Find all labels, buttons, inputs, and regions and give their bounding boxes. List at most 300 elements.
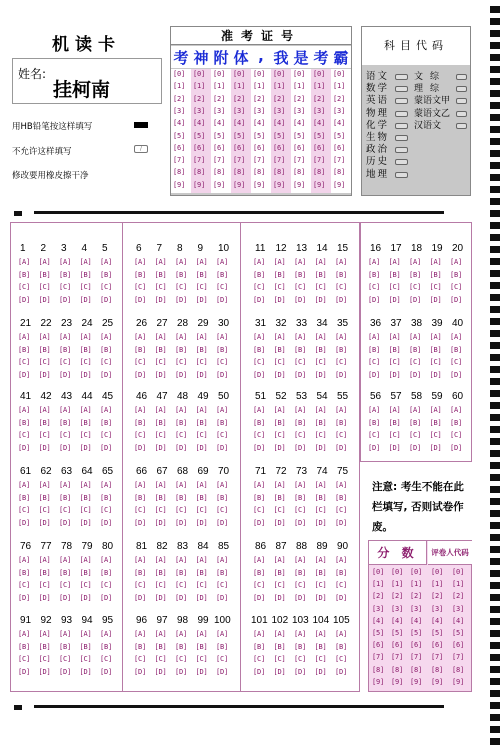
admission-digit-bubble[interactable]: [4] bbox=[213, 119, 226, 128]
answer-bubble-33-D[interactable]: [D] bbox=[294, 370, 307, 379]
answer-bubble-42-C[interactable]: [C] bbox=[38, 431, 51, 440]
answer-bubble-45-A[interactable]: [A] bbox=[100, 406, 113, 414]
admission-digit-bubble[interactable]: [7] bbox=[273, 156, 286, 165]
answer-bubble-63-C[interactable]: [C] bbox=[59, 506, 72, 515]
answer-bubble-40-C[interactable]: [C] bbox=[450, 358, 463, 367]
answer-bubble-71-B[interactable]: [B] bbox=[253, 493, 266, 502]
answer-bubble-88-A[interactable]: [A] bbox=[294, 556, 307, 564]
answer-bubble-50-D[interactable]: [D] bbox=[216, 443, 229, 452]
answer-bubble-3-A[interactable]: [A] bbox=[59, 258, 72, 266]
admission-digit-bubble[interactable]: [9] bbox=[173, 180, 186, 189]
answer-bubble-36-C[interactable]: [C] bbox=[368, 358, 381, 367]
score-digit-bubble[interactable]: [4] bbox=[391, 616, 404, 625]
answer-bubble-32-A[interactable]: [A] bbox=[273, 333, 286, 341]
answer-bubble-61-A[interactable]: [A] bbox=[18, 481, 31, 489]
answer-bubble-46-D[interactable]: [D] bbox=[134, 443, 147, 452]
answer-bubble-30-C[interactable]: [C] bbox=[216, 358, 229, 367]
answer-bubble-35-A[interactable]: [A] bbox=[335, 333, 348, 341]
answer-bubble-51-D[interactable]: [D] bbox=[253, 443, 266, 452]
answer-bubble-70-D[interactable]: [D] bbox=[216, 518, 229, 527]
answer-bubble-103-A[interactable]: [A] bbox=[294, 630, 307, 638]
admission-digit-bubble[interactable]: [5] bbox=[253, 131, 266, 140]
answer-bubble-81-B[interactable]: [B] bbox=[134, 568, 147, 577]
answer-bubble-4-B[interactable]: [B] bbox=[79, 270, 92, 279]
admission-digit-bubble[interactable]: [1] bbox=[233, 82, 246, 91]
admission-digit-bubble[interactable]: [6] bbox=[213, 143, 226, 152]
answer-bubble-49-A[interactable]: [A] bbox=[195, 406, 208, 414]
answer-bubble-48-D[interactable]: [D] bbox=[175, 443, 188, 452]
score-digit-bubble[interactable]: [7] bbox=[410, 653, 423, 662]
answer-bubble-88-B[interactable]: [B] bbox=[294, 568, 307, 577]
answer-bubble-65-A[interactable]: [A] bbox=[100, 481, 113, 489]
answer-bubble-49-C[interactable]: [C] bbox=[195, 431, 208, 440]
answer-bubble-99-B[interactable]: [B] bbox=[195, 642, 208, 651]
answer-bubble-11-B[interactable]: [B] bbox=[253, 270, 266, 279]
answer-bubble-96-B[interactable]: [B] bbox=[134, 642, 147, 651]
answer-bubble-96-C[interactable]: [C] bbox=[134, 655, 147, 664]
answer-bubble-18-B[interactable]: [B] bbox=[409, 270, 422, 279]
answer-bubble-24-A[interactable]: [A] bbox=[79, 333, 92, 341]
answer-bubble-49-D[interactable]: [D] bbox=[195, 443, 208, 452]
answer-bubble-53-D[interactable]: [D] bbox=[294, 443, 307, 452]
answer-bubble-37-C[interactable]: [C] bbox=[388, 358, 401, 367]
answer-bubble-54-D[interactable]: [D] bbox=[314, 443, 327, 452]
answer-bubble-29-B[interactable]: [B] bbox=[195, 345, 208, 354]
answer-bubble-1-D[interactable]: [D] bbox=[18, 295, 31, 304]
answer-bubble-5-A[interactable]: [A] bbox=[100, 258, 113, 266]
answer-bubble-57-C[interactable]: [C] bbox=[388, 431, 401, 440]
answer-bubble-41-A[interactable]: [A] bbox=[18, 406, 31, 414]
answer-bubble-10-C[interactable]: [C] bbox=[216, 283, 229, 292]
answer-bubble-11-D[interactable]: [D] bbox=[253, 295, 266, 304]
admission-digit-bubble[interactable]: [8] bbox=[193, 168, 206, 177]
answer-bubble-76-A[interactable]: [A] bbox=[18, 556, 31, 564]
answer-bubble-16-C[interactable]: [C] bbox=[368, 283, 381, 292]
answer-bubble-54-B[interactable]: [B] bbox=[314, 418, 327, 427]
answer-bubble-102-A[interactable]: [A] bbox=[273, 630, 286, 638]
answer-bubble-26-D[interactable]: [D] bbox=[134, 370, 147, 379]
admission-digit-bubble[interactable]: [4] bbox=[273, 119, 286, 128]
answer-bubble-51-A[interactable]: [A] bbox=[253, 406, 266, 414]
answer-bubble-4-C[interactable]: [C] bbox=[79, 283, 92, 292]
answer-bubble-29-A[interactable]: [A] bbox=[195, 333, 208, 341]
answer-bubble-47-C[interactable]: [C] bbox=[154, 431, 167, 440]
answer-bubble-105-B[interactable]: [B] bbox=[335, 642, 348, 651]
answer-bubble-64-B[interactable]: [B] bbox=[79, 493, 92, 502]
answer-bubble-101-D[interactable]: [D] bbox=[253, 667, 266, 676]
answer-bubble-98-B[interactable]: [B] bbox=[175, 642, 188, 651]
answer-bubble-97-B[interactable]: [B] bbox=[154, 642, 167, 651]
answer-bubble-47-A[interactable]: [A] bbox=[154, 406, 167, 414]
score-digit-bubble[interactable]: [6] bbox=[391, 641, 404, 650]
answer-bubble-44-B[interactable]: [B] bbox=[79, 418, 92, 427]
answer-bubble-13-A[interactable]: [A] bbox=[294, 258, 307, 266]
admission-digit-bubble[interactable]: [8] bbox=[253, 168, 266, 177]
answer-bubble-7-C[interactable]: [C] bbox=[154, 283, 167, 292]
answer-bubble-80-C[interactable]: [C] bbox=[100, 581, 113, 590]
answer-bubble-88-C[interactable]: [C] bbox=[294, 581, 307, 590]
answer-bubble-31-C[interactable]: [C] bbox=[253, 358, 266, 367]
answer-bubble-44-D[interactable]: [D] bbox=[79, 443, 92, 452]
admission-digit-bubble[interactable]: [2] bbox=[253, 94, 266, 103]
answer-bubble-15-D[interactable]: [D] bbox=[335, 295, 348, 304]
admission-digit-bubble[interactable]: [7] bbox=[253, 156, 266, 165]
answer-bubble-56-D[interactable]: [D] bbox=[368, 443, 381, 452]
answer-bubble-29-D[interactable]: [D] bbox=[195, 370, 208, 379]
answer-bubble-5-D[interactable]: [D] bbox=[100, 295, 113, 304]
answer-bubble-100-A[interactable]: [A] bbox=[216, 630, 229, 638]
score-digit-bubble[interactable]: [0] bbox=[391, 568, 404, 576]
answer-bubble-56-C[interactable]: [C] bbox=[368, 431, 381, 440]
score-digit-bubble[interactable]: [6] bbox=[431, 641, 444, 650]
answer-bubble-64-A[interactable]: [A] bbox=[79, 481, 92, 489]
admission-digit-bubble[interactable]: [9] bbox=[333, 180, 346, 189]
answer-bubble-37-D[interactable]: [D] bbox=[388, 370, 401, 379]
subject-bubble[interactable] bbox=[456, 123, 467, 129]
admission-digit-bubble[interactable]: [0] bbox=[273, 70, 286, 78]
answer-bubble-28-B[interactable]: [B] bbox=[175, 345, 188, 354]
answer-bubble-42-B[interactable]: [B] bbox=[38, 418, 51, 427]
answer-bubble-13-D[interactable]: [D] bbox=[294, 295, 307, 304]
answer-bubble-15-A[interactable]: [A] bbox=[335, 258, 348, 266]
answer-bubble-81-C[interactable]: [C] bbox=[134, 581, 147, 590]
subject-bubble[interactable] bbox=[456, 98, 467, 104]
admission-digit-bubble[interactable]: [0] bbox=[253, 70, 266, 78]
answer-bubble-5-B[interactable]: [B] bbox=[100, 270, 113, 279]
answer-bubble-73-A[interactable]: [A] bbox=[294, 481, 307, 489]
answer-bubble-80-A[interactable]: [A] bbox=[100, 556, 113, 564]
score-digit-bubble[interactable]: [7] bbox=[372, 653, 385, 662]
answer-bubble-11-A[interactable]: [A] bbox=[253, 258, 266, 266]
answer-bubble-15-C[interactable]: [C] bbox=[335, 283, 348, 292]
answer-bubble-95-B[interactable]: [B] bbox=[100, 642, 113, 651]
answer-bubble-72-C[interactable]: [C] bbox=[273, 506, 286, 515]
subject-bubble[interactable] bbox=[395, 98, 408, 104]
admission-digit-bubble[interactable]: [2] bbox=[273, 94, 286, 103]
admission-digit-bubble[interactable]: [6] bbox=[173, 143, 186, 152]
admission-digit-bubble[interactable]: [4] bbox=[333, 119, 346, 128]
admission-digit-bubble[interactable]: [9] bbox=[233, 180, 246, 189]
answer-bubble-42-A[interactable]: [A] bbox=[38, 406, 51, 414]
answer-bubble-36-D[interactable]: [D] bbox=[368, 370, 381, 379]
answer-bubble-62-B[interactable]: [B] bbox=[38, 493, 51, 502]
admission-digit-bubble[interactable]: [2] bbox=[233, 94, 246, 103]
answer-bubble-89-B[interactable]: [B] bbox=[314, 568, 327, 577]
answer-bubble-68-C[interactable]: [C] bbox=[175, 506, 188, 515]
answer-bubble-101-A[interactable]: [A] bbox=[253, 630, 266, 638]
score-digit-bubble[interactable]: [4] bbox=[372, 616, 385, 625]
answer-bubble-73-C[interactable]: [C] bbox=[294, 506, 307, 515]
answer-bubble-50-C[interactable]: [C] bbox=[216, 431, 229, 440]
answer-bubble-74-C[interactable]: [C] bbox=[314, 506, 327, 515]
answer-bubble-10-D[interactable]: [D] bbox=[216, 295, 229, 304]
answer-bubble-31-D[interactable]: [D] bbox=[253, 370, 266, 379]
answer-bubble-44-C[interactable]: [C] bbox=[79, 431, 92, 440]
answer-bubble-90-C[interactable]: [C] bbox=[335, 581, 348, 590]
answer-bubble-85-C[interactable]: [C] bbox=[216, 581, 229, 590]
admission-digit-bubble[interactable]: [4] bbox=[193, 119, 206, 128]
admission-digit-bubble[interactable]: [6] bbox=[313, 143, 326, 152]
answer-bubble-74-B[interactable]: [B] bbox=[314, 493, 327, 502]
answer-bubble-105-C[interactable]: [C] bbox=[335, 655, 348, 664]
answer-bubble-22-D[interactable]: [D] bbox=[38, 370, 51, 379]
answer-bubble-72-B[interactable]: [B] bbox=[273, 493, 286, 502]
answer-bubble-17-A[interactable]: [A] bbox=[388, 258, 401, 266]
answer-bubble-38-C[interactable]: [C] bbox=[409, 358, 422, 367]
admission-digit-bubble[interactable]: [0] bbox=[213, 70, 226, 78]
subject-option-right-3[interactable] bbox=[414, 108, 470, 120]
answer-bubble-38-A[interactable]: [A] bbox=[409, 333, 422, 341]
answer-bubble-80-D[interactable]: [D] bbox=[100, 593, 113, 602]
answer-bubble-16-B[interactable]: [B] bbox=[368, 270, 381, 279]
answer-bubble-48-A[interactable]: [A] bbox=[175, 406, 188, 414]
answer-bubble-20-B[interactable]: [B] bbox=[450, 270, 463, 279]
score-digit-bubble[interactable]: [9] bbox=[452, 677, 465, 686]
answer-bubble-30-D[interactable]: [D] bbox=[216, 370, 229, 379]
answer-bubble-66-C[interactable]: [C] bbox=[134, 506, 147, 515]
admission-digit-bubble[interactable]: [5] bbox=[293, 131, 306, 140]
answer-bubble-67-D[interactable]: [D] bbox=[154, 518, 167, 527]
answer-bubble-55-D[interactable]: [D] bbox=[335, 443, 348, 452]
answer-bubble-40-B[interactable]: [B] bbox=[450, 345, 463, 354]
score-digit-bubble[interactable]: [9] bbox=[372, 677, 385, 686]
answer-bubble-25-C[interactable]: [C] bbox=[100, 358, 113, 367]
answer-bubble-94-C[interactable]: [C] bbox=[79, 655, 92, 664]
score-digit-bubble[interactable]: [3] bbox=[391, 604, 404, 613]
subject-bubble[interactable] bbox=[395, 135, 408, 141]
answer-bubble-66-D[interactable]: [D] bbox=[134, 518, 147, 527]
answer-bubble-53-B[interactable]: [B] bbox=[294, 418, 307, 427]
admission-digit-bubble[interactable]: [7] bbox=[333, 156, 346, 165]
score-digit-bubble[interactable]: [4] bbox=[410, 616, 423, 625]
answer-bubble-11-C[interactable]: [C] bbox=[253, 283, 266, 292]
answer-bubble-3-D[interactable]: [D] bbox=[59, 295, 72, 304]
score-bubble-grid[interactable] bbox=[369, 567, 473, 691]
score-digit-bubble[interactable]: [0] bbox=[372, 568, 385, 576]
subject-option-6[interactable] bbox=[366, 144, 414, 156]
admission-digit-bubble[interactable]: [5] bbox=[213, 131, 226, 140]
answer-bubble-47-B[interactable]: [B] bbox=[154, 418, 167, 427]
answer-bubble-29-C[interactable]: [C] bbox=[195, 358, 208, 367]
answer-bubble-93-C[interactable]: [C] bbox=[59, 655, 72, 664]
answer-bubble-18-C[interactable]: [C] bbox=[409, 283, 422, 292]
answer-bubble-48-C[interactable]: [C] bbox=[175, 431, 188, 440]
answer-bubble-76-B[interactable]: [B] bbox=[18, 568, 31, 577]
answer-bubble-58-C[interactable]: [C] bbox=[409, 431, 422, 440]
answer-bubble-94-D[interactable]: [D] bbox=[79, 667, 92, 676]
answer-bubble-69-D[interactable]: [D] bbox=[195, 518, 208, 527]
answer-bubble-94-A[interactable]: [A] bbox=[79, 630, 92, 638]
answer-bubble-14-B[interactable]: [B] bbox=[314, 270, 327, 279]
admission-digit-bubble[interactable]: [7] bbox=[313, 156, 326, 165]
answer-bubble-45-D[interactable]: [D] bbox=[100, 443, 113, 452]
admission-digit-bubble[interactable]: [7] bbox=[193, 156, 206, 165]
answer-bubble-25-D[interactable]: [D] bbox=[100, 370, 113, 379]
answer-bubble-17-D[interactable]: [D] bbox=[388, 295, 401, 304]
answer-bubble-101-C[interactable]: [C] bbox=[253, 655, 266, 664]
answer-bubble-104-C[interactable]: [C] bbox=[314, 655, 327, 664]
answer-bubble-26-C[interactable]: [C] bbox=[134, 358, 147, 367]
admission-digit-bubble[interactable]: [0] bbox=[313, 70, 326, 78]
admission-digit-bubble[interactable]: [3] bbox=[253, 106, 266, 115]
answer-bubble-78-D[interactable]: [D] bbox=[59, 593, 72, 602]
admission-digit-bubble[interactable]: [9] bbox=[253, 180, 266, 189]
admission-digit-bubble[interactable]: [3] bbox=[313, 106, 326, 115]
answer-bubble-1-A[interactable]: [A] bbox=[18, 258, 31, 266]
answer-bubble-104-D[interactable]: [D] bbox=[314, 667, 327, 676]
answer-bubble-74-A[interactable]: [A] bbox=[314, 481, 327, 489]
admission-digit-bubble[interactable]: [6] bbox=[293, 143, 306, 152]
answer-bubble-21-B[interactable]: [B] bbox=[18, 345, 31, 354]
answer-bubble-85-A[interactable]: [A] bbox=[216, 556, 229, 564]
answer-bubble-89-C[interactable]: [C] bbox=[314, 581, 327, 590]
answer-bubble-31-A[interactable]: [A] bbox=[253, 333, 266, 341]
answer-bubble-84-C[interactable]: [C] bbox=[195, 581, 208, 590]
subject-option-2[interactable] bbox=[366, 95, 414, 107]
admission-digit-bubble[interactable]: [5] bbox=[333, 131, 346, 140]
answer-bubble-104-A[interactable]: [A] bbox=[314, 630, 327, 638]
admission-digit-bubble[interactable]: [2] bbox=[193, 94, 206, 103]
score-digit-bubble[interactable]: [3] bbox=[410, 604, 423, 613]
subject-option-5[interactable] bbox=[366, 132, 414, 144]
admission-digit-bubble[interactable]: [2] bbox=[293, 94, 306, 103]
answer-bubble-1-C[interactable]: [C] bbox=[18, 283, 31, 292]
answer-bubble-17-C[interactable]: [C] bbox=[388, 283, 401, 292]
answer-bubble-72-D[interactable]: [D] bbox=[273, 518, 286, 527]
answer-bubble-27-D[interactable]: [D] bbox=[154, 370, 167, 379]
answer-bubble-98-C[interactable]: [C] bbox=[175, 655, 188, 664]
answer-bubble-19-A[interactable]: [A] bbox=[429, 258, 442, 266]
answer-bubble-60-D[interactable]: [D] bbox=[450, 443, 463, 452]
answer-bubble-82-C[interactable]: [C] bbox=[154, 581, 167, 590]
answer-bubble-39-B[interactable]: [B] bbox=[429, 345, 442, 354]
answer-bubble-64-C[interactable]: [C] bbox=[79, 506, 92, 515]
answer-bubble-59-C[interactable]: [C] bbox=[429, 431, 442, 440]
answer-bubble-35-C[interactable]: [C] bbox=[335, 358, 348, 367]
answer-bubble-32-C[interactable]: [C] bbox=[273, 358, 286, 367]
answer-bubble-16-A[interactable]: [A] bbox=[368, 258, 381, 266]
answer-bubble-13-B[interactable]: [B] bbox=[294, 270, 307, 279]
answer-bubble-34-D[interactable]: [D] bbox=[314, 370, 327, 379]
answer-bubble-57-A[interactable]: [A] bbox=[388, 406, 401, 414]
answer-bubble-7-B[interactable]: [B] bbox=[154, 270, 167, 279]
answer-bubble-31-B[interactable]: [B] bbox=[253, 345, 266, 354]
answer-bubble-16-D[interactable]: [D] bbox=[368, 295, 381, 304]
answer-bubble-77-D[interactable]: [D] bbox=[38, 593, 51, 602]
answer-bubble-79-A[interactable]: [A] bbox=[79, 556, 92, 564]
admission-digit-bubble[interactable]: [2] bbox=[333, 94, 346, 103]
score-digit-bubble[interactable]: [7] bbox=[452, 653, 465, 662]
score-digit-bubble[interactable]: [1] bbox=[452, 580, 465, 589]
admission-digit-bubble[interactable]: [0] bbox=[173, 70, 186, 78]
answer-bubble-20-A[interactable]: [A] bbox=[450, 258, 463, 266]
answer-bubble-60-B[interactable]: [B] bbox=[450, 418, 463, 427]
answer-bubble-93-B[interactable]: [B] bbox=[59, 642, 72, 651]
answer-bubble-78-C[interactable]: [C] bbox=[59, 581, 72, 590]
score-digit-bubble[interactable]: [5] bbox=[452, 629, 465, 637]
subject-option-7[interactable] bbox=[366, 156, 414, 168]
subject-bubble[interactable] bbox=[395, 74, 408, 80]
score-digit-bubble[interactable]: [4] bbox=[452, 616, 465, 625]
score-digit-bubble[interactable]: [2] bbox=[372, 592, 385, 601]
score-digit-bubble[interactable]: [5] bbox=[410, 629, 423, 637]
answer-bubble-43-D[interactable]: [D] bbox=[59, 443, 72, 452]
answer-bubble-82-B[interactable]: [B] bbox=[154, 568, 167, 577]
answer-bubble-105-D[interactable]: [D] bbox=[335, 667, 348, 676]
score-digit-bubble[interactable]: [8] bbox=[410, 665, 423, 674]
answer-bubble-104-B[interactable]: [B] bbox=[314, 642, 327, 651]
answer-bubble-70-C[interactable]: [C] bbox=[216, 506, 229, 515]
answer-bubble-45-B[interactable]: [B] bbox=[100, 418, 113, 427]
answer-bubble-102-C[interactable]: [C] bbox=[273, 655, 286, 664]
answer-bubble-81-A[interactable]: [A] bbox=[134, 556, 147, 564]
answer-bubble-99-A[interactable]: [A] bbox=[195, 630, 208, 638]
answer-bubble-62-C[interactable]: [C] bbox=[38, 506, 51, 515]
answer-bubble-81-D[interactable]: [D] bbox=[134, 593, 147, 602]
answer-bubble-57-D[interactable]: [D] bbox=[388, 443, 401, 452]
answer-bubble-80-B[interactable]: [B] bbox=[100, 568, 113, 577]
admission-digit-bubble[interactable]: [1] bbox=[193, 82, 206, 91]
admission-digit-bubble[interactable]: [8] bbox=[233, 168, 246, 177]
answer-bubble-59-B[interactable]: [B] bbox=[429, 418, 442, 427]
answer-bubble-18-D[interactable]: [D] bbox=[409, 295, 422, 304]
answer-bubble-59-D[interactable]: [D] bbox=[429, 443, 442, 452]
subject-bubble[interactable] bbox=[456, 74, 467, 80]
answer-bubble-14-A[interactable]: [A] bbox=[314, 258, 327, 266]
answer-bubble-92-B[interactable]: [B] bbox=[38, 642, 51, 651]
answer-bubble-45-C[interactable]: [C] bbox=[100, 431, 113, 440]
answer-bubble-86-A[interactable]: [A] bbox=[253, 556, 266, 564]
answer-bubble-25-A[interactable]: [A] bbox=[100, 333, 113, 341]
answer-bubble-74-D[interactable]: [D] bbox=[314, 518, 327, 527]
admission-digit-bubble[interactable]: [6] bbox=[193, 143, 206, 152]
score-digit-bubble[interactable]: [8] bbox=[391, 665, 404, 674]
answer-bubble-52-A[interactable]: [A] bbox=[273, 406, 286, 414]
answer-bubble-6-A[interactable]: [A] bbox=[134, 258, 147, 266]
admission-digit-bubble[interactable]: [4] bbox=[173, 119, 186, 128]
answer-bubble-97-D[interactable]: [D] bbox=[154, 667, 167, 676]
answer-bubble-5-C[interactable]: [C] bbox=[100, 283, 113, 292]
answer-bubble-83-B[interactable]: [B] bbox=[175, 568, 188, 577]
answer-bubble-102-B[interactable]: [B] bbox=[273, 642, 286, 651]
score-digit-bubble[interactable]: [2] bbox=[431, 592, 444, 601]
answer-bubble-89-A[interactable]: [A] bbox=[314, 556, 327, 564]
answer-bubble-95-A[interactable]: [A] bbox=[100, 630, 113, 638]
admission-digit-bubble[interactable]: [3] bbox=[293, 106, 306, 115]
answer-bubble-61-D[interactable]: [D] bbox=[18, 518, 31, 527]
answer-bubble-12-B[interactable]: [B] bbox=[273, 270, 286, 279]
admission-digit-bubble[interactable]: [0] bbox=[193, 70, 206, 78]
answer-bubble-71-D[interactable]: [D] bbox=[253, 518, 266, 527]
answer-bubble-92-A[interactable]: [A] bbox=[38, 630, 51, 638]
answer-bubble-14-C[interactable]: [C] bbox=[314, 283, 327, 292]
admission-digit-bubble[interactable]: [2] bbox=[173, 94, 186, 103]
answer-bubble-40-D[interactable]: [D] bbox=[450, 370, 463, 379]
score-digit-bubble[interactable]: [6] bbox=[372, 641, 385, 650]
answer-bubble-73-B[interactable]: [B] bbox=[294, 493, 307, 502]
answer-bubble-87-B[interactable]: [B] bbox=[273, 568, 286, 577]
answer-bubble-90-B[interactable]: [B] bbox=[335, 568, 348, 577]
answer-bubble-6-D[interactable]: [D] bbox=[134, 295, 147, 304]
answer-bubble-77-A[interactable]: [A] bbox=[38, 556, 51, 564]
answer-bubble-55-C[interactable]: [C] bbox=[335, 431, 348, 440]
answer-bubble-100-C[interactable]: [C] bbox=[216, 655, 229, 664]
admission-digit-bubble[interactable]: [6] bbox=[253, 143, 266, 152]
answer-bubble-41-D[interactable]: [D] bbox=[18, 443, 31, 452]
score-digit-bubble[interactable]: [5] bbox=[391, 629, 404, 637]
admission-digit-bubble[interactable]: [3] bbox=[273, 106, 286, 115]
answer-bubble-73-D[interactable]: [D] bbox=[294, 518, 307, 527]
